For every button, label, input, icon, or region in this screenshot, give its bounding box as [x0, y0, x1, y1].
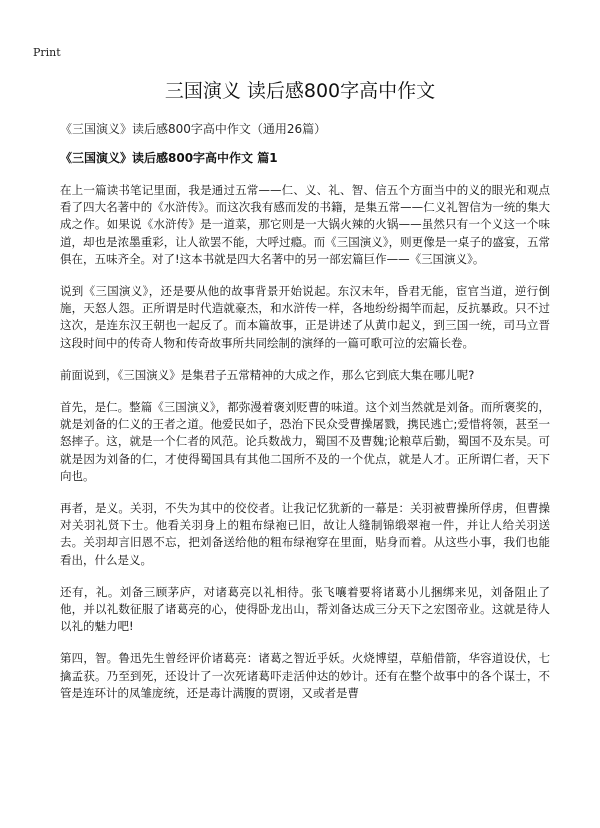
paragraph-2: 说到《三国演义》，还是要从他的故事背景开始说起。东汉末年，昏君无能，宦官当道，逆行倒施，天怒人怨。正所谓是时代造就豪杰，和水浒传一样，各地纷纷揭竿而起，反抗暴政。只不过这次，是连东汉王朝也一起反了。而本篇故事，正是讲述了从黄巾起义，到三国一统，司马立晋这段时间中的传奇人物和传奇故事所共同绘制的演绎的一篇可歌可泣的宏篇长卷。 [60, 284, 550, 350]
print-label: Print [33, 46, 61, 59]
document-subtitle: 《三国演义》读后感800字高中作文（通用26篇） [60, 122, 327, 136]
page-title: 三国演义 读后感800字高中作文 [164, 80, 436, 102]
paragraph-5: 再者，是义。关羽，不失为其中的佼佼者。让我记忆犹新的一幕是：关羽被曹操所俘虏，但曹操对关羽礼贤下士。他看关羽身上的粗布绿袍已旧，故让人缝制锦缎翠袍一件，并让人给关羽送去。关羽却言旧恩不忘，把刘备送给他的粗布绿袍穿在里面，贴身而着。从这些小事，我们也能看出，什么是义。 [60, 501, 550, 567]
paragraph-3: 前面说到，《三国演义》是集君子五常精神的大成之作，那么它到底大集在哪儿呢? [60, 367, 475, 382]
paragraph-4: 首先，是仁。整篇《三国演义》，都弥漫着褒刘贬曹的味道。这个刘当然就是刘备。而所褒奖的，就是刘备的仁义的王者之道。他爱民如子，恐治下民众受曹操屠戮，携民逃亡;爱惜将领，甚至一怒摔子。这，就是一个仁者的风范。论兵数战力，蜀国不及曹魏;论粮草后勤，蜀国不及东吴。可就是因为刘备的仁，才使得蜀国具有其他二国所不及的一个优点，就是人才。正所谓仁者，天下向也。 [60, 400, 550, 483]
paragraph-1: 在上一篇读书笔记里面，我是通过五常——仁、义、礼、智、信五个方面当中的义的眼光和观点看了四大名著中的《水浒传》。而这次我有感而发的书籍，是集五常——仁义礼智信为一统的集大成之作。如果说《水浒传》是一道菜，那它则是一大锅火辣的火锅——虽然只有一个义这一个味道，却也是浓墨重彩，让人欲罢不能，大呼过瘾。而《三国演义》，则更像是一桌子的盛宴，五常俱在，五味齐全。对了!这本书就是四大名著中的另一部宏篇巨作——《三国演义》。 [60, 183, 550, 266]
section-heading: 《三国演义》读后感800字高中作文 篇1 [60, 151, 278, 165]
paragraph-6: 还有，礼。刘备三顾茅庐，对诸葛亮以礼相待。张飞嚷着要将诸葛小儿捆绑来见，刘备阻止了他，并以礼数征服了诸葛亮的心，使得卧龙出山，帮刘备达成三分天下之宏图帝业。这就是待人以礼的魅力吧! [60, 584, 550, 634]
paragraph-7: 第四，智。鲁迅先生曾经评价诸葛亮：诸葛之智近乎妖。火烧博望，草船借箭，华容道设伏，七擒孟获。乃至到死，还设计了一次死诸葛吓走活仲达的妙计。还有在整个故事中的各个谋士，不管是连环计的凤雏庞统，还是毒计满腹的贾诩，又或者是曹 [60, 651, 550, 700]
article-body [60, 182, 550, 717]
